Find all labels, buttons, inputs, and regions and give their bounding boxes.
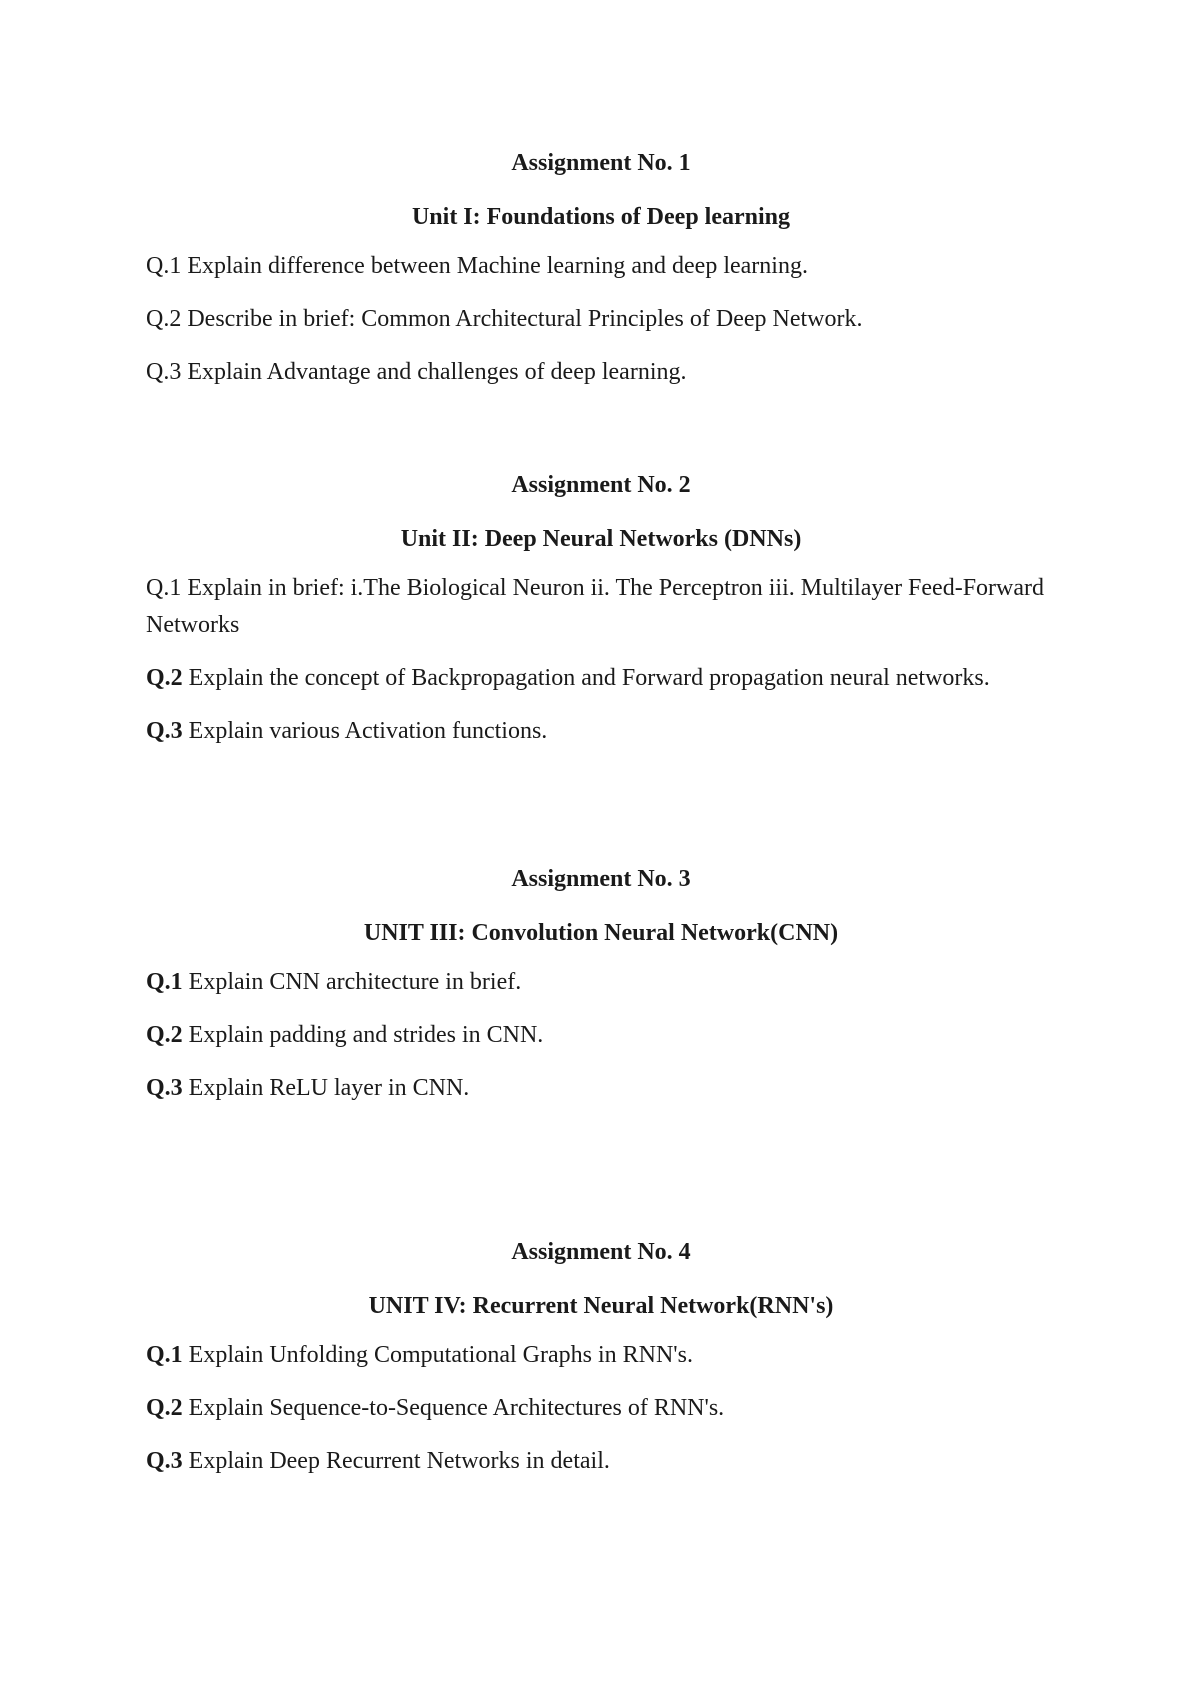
assignment-4	[146, 1237, 1056, 1480]
unit-title: UNIT III: Convolution Neural Network(CNN)	[363, 920, 839, 946]
question-number: Q.3	[146, 1448, 183, 1474]
question-number: Q.1	[146, 253, 182, 279]
question-item	[146, 660, 1056, 697]
question-number: Q.2	[146, 1022, 183, 1048]
assignment-1	[146, 148, 1056, 391]
question-text: Explain Advantage and challenges of deep learning.	[187, 359, 687, 385]
question-item	[146, 964, 1056, 1001]
question-item	[146, 1337, 1056, 1374]
unit-title: UNIT IV: Recurrent Neural Network(RNN's)	[368, 1293, 834, 1319]
question-number: Q.1	[146, 575, 182, 601]
unit-title: Unit I: Foundations of Deep learning	[411, 204, 791, 230]
question-text: Explain ReLU layer in CNN.	[188, 1075, 470, 1101]
question-text: Explain Unfolding Computational Graphs in RNN's.	[188, 1342, 693, 1368]
question-number: Q.3	[146, 1075, 183, 1101]
question-text: Explain Sequence-to-Sequence Architectures of RNN's.	[188, 1395, 725, 1421]
question-item	[146, 713, 1056, 750]
question-text: Explain Deep Recurrent Networks in detail.	[188, 1448, 610, 1474]
question-text: Explain various Activation functions.	[188, 718, 548, 744]
assignment-2	[146, 470, 1056, 750]
question-text: Explain difference between Machine learning and deep learning.	[187, 253, 808, 279]
question-item	[146, 354, 1056, 391]
assignment-3	[146, 864, 1056, 1107]
assignment-title: Assignment No. 1	[511, 150, 691, 176]
question-text: Explain the concept of Backpropagation and Forward propagation neural networks.	[188, 665, 990, 691]
question-number: Q.1	[146, 1342, 183, 1368]
question-item	[146, 1443, 1056, 1480]
assignment-title: Assignment No. 3	[511, 866, 691, 892]
question-text: Explain CNN architecture in brief.	[188, 969, 522, 995]
question-number: Q.2	[146, 665, 183, 691]
question-number: Q.3	[146, 359, 182, 385]
assignment-title: Assignment No. 4	[511, 1239, 691, 1265]
assignment-title: Assignment No. 2	[511, 472, 691, 498]
question-item	[146, 1017, 1056, 1054]
question-item	[146, 1070, 1056, 1107]
question-text: Describe in brief: Common Architectural Principles of Deep Network.	[187, 306, 863, 332]
question-item	[146, 248, 1056, 285]
question-item	[146, 301, 1056, 338]
question-item	[146, 570, 1056, 644]
question-text: Explain in brief: i.The Biological Neuron ii. The Perceptron iii. Multilayer Feed-Forward Networks	[146, 575, 1045, 638]
question-item	[146, 1390, 1056, 1427]
question-number: Q.3	[146, 718, 183, 744]
unit-title: Unit II: Deep Neural Networks (DNNs)	[400, 526, 802, 552]
question-number: Q.2	[146, 1395, 183, 1421]
question-text: Explain padding and strides in CNN.	[188, 1022, 544, 1048]
question-number: Q.1	[146, 969, 183, 995]
question-number: Q.2	[146, 306, 182, 332]
